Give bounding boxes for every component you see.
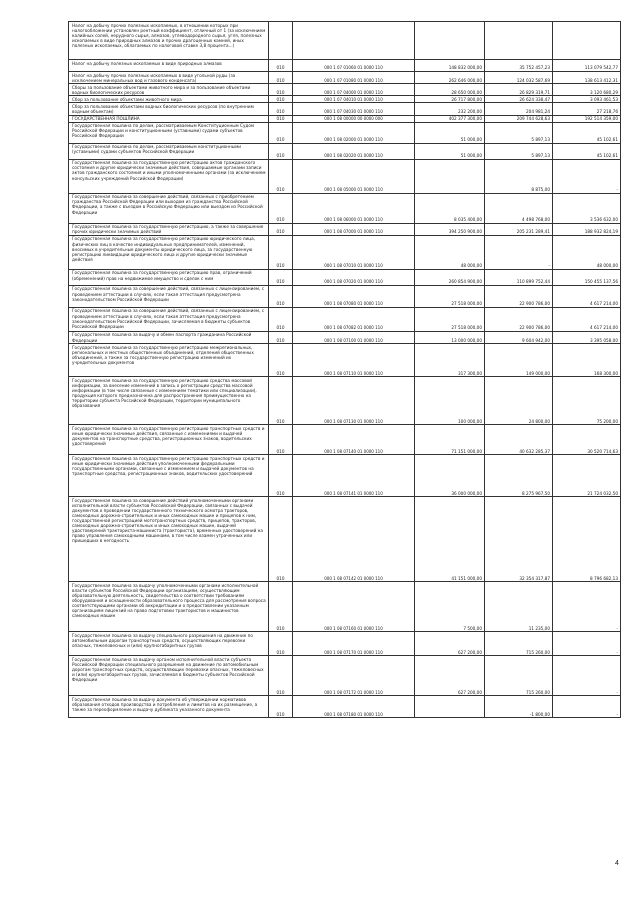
row-plan-value: 27 518 000,00	[415, 285, 485, 307]
row-name: ГОСУДАРСТВЕННАЯ ПОШЛИНА	[69, 115, 269, 122]
row-plan-value: 41 151 000,00	[415, 497, 485, 582]
row-plan-value: 28 650 000,00	[415, 84, 485, 96]
table-row	[69, 22, 621, 60]
row-line-code: 010	[269, 632, 293, 656]
table-row	[69, 103, 621, 115]
row-budget-code: 000 1 07 01080 01 0000 110	[293, 72, 415, 84]
row-budget-code: 000 1 07 04000 01 0000 110	[293, 84, 415, 96]
row-line-code: 010	[269, 377, 293, 425]
row-plan-value: 8 035 400,00	[415, 193, 485, 223]
row-name: Государственная пошлина за государственную регистрацию транспортных средств и иные юридически значимые действия уполномоченными федеральными государственными органами, связанные с изменением и выдачей документов на транспортные средства, регистрационных знаков, водительских удостоверений	[69, 455, 269, 497]
row-budget-code: 000 1 08 07141 01 0000 110	[293, 455, 415, 497]
row-line-code: 010	[269, 331, 293, 343]
row-fact-value: -1 800,00	[485, 696, 553, 718]
row-name: Налог на добычу прочих полезных ископаемых, в отношении которых при налогообложении установлен рентный коэффициент, отличный от 1 (за исключением калийных солей, нерудного сырья, алмазов, углеводородного сырья, угля, полезных ископаемых в виде природных алмазов и прочих драгоценных камней, иных полезных ископаемых, облагаемых по налоговой ставке 3,8 процента...)	[69, 22, 269, 60]
row-budget-code: 000 1 08 05000 01 0000 110	[293, 159, 415, 193]
row-budget-code: 000 1 08 07142 01 0000 110	[293, 497, 415, 582]
row-budget-code: 000 1 08 07082 01 0000 110	[293, 307, 415, 331]
row-line-code: 010	[269, 235, 293, 269]
row-remaining-value: -	[553, 632, 621, 656]
row-line-code: 010	[269, 60, 293, 72]
row-line-code: 010	[269, 84, 293, 96]
row-fact-value: 22 900 786,00	[485, 285, 553, 307]
row-name: Государственная пошлина за выдачу уполномоченными органами исполнительной власти субъектов Российской Федерации организациям, осуществляющим образовательную деятельность, свидетельства о соответствии требованиям оборудования и оснащенности образовательного процесса для рассмотрения вопроса соответствующими органами об аккредитации и о предоставлении указанным организациям лицензий на право подготовки трактористов и машинистов самоходных машин	[69, 582, 269, 632]
row-budget-code: 000 1 08 07110 01 0000 110	[293, 344, 415, 377]
table-row	[69, 143, 621, 159]
row-remaining-value: -	[553, 656, 621, 696]
row-plan-value: 627 200,00	[415, 632, 485, 656]
page-number: 4	[615, 860, 619, 867]
row-name: Государственная пошлина за выдачу и обмен паспорта гражданина Российской Федерации	[69, 331, 269, 343]
row-remaining-value: 192 514 359,00	[553, 115, 621, 122]
row-line-code: 010	[269, 193, 293, 223]
row-line-code: 010	[269, 103, 293, 115]
row-line-code: 010	[269, 344, 293, 377]
row-remaining-value: 188 932 824,19	[553, 223, 621, 235]
row-plan-value: 51 000,00	[415, 122, 485, 143]
row-plan-value	[415, 159, 485, 193]
row-fact-value: 715 260,00	[485, 632, 553, 656]
row-fact-value: 715 260,00	[485, 656, 553, 696]
row-name: Государственная пошлина за совершение действий, связанных с лицензированием, с проведением аттестации в случаях, если такая аттестация предусмотрена законодательством Российской Федерации, зачисляемая в бюджеты субъектов Российской Федерации	[69, 307, 269, 331]
row-name: Сбор за пользование объектами водных биологических ресурсов (по внутренним водным объектам)	[69, 103, 269, 115]
row-fact-value: 5 897,13	[485, 122, 553, 143]
row-remaining-value: 48 000,00	[553, 235, 621, 269]
row-budget-code: 000 1 08 07140 01 0000 110	[293, 425, 415, 455]
row-fact-value: 124 032 587,69	[485, 72, 553, 84]
row-budget-code: 000 1 07 01060 01 0000 110	[293, 60, 415, 72]
row-remaining-value: 3 093 461,53	[553, 96, 621, 103]
row-plan-value	[415, 696, 485, 718]
table-row	[69, 497, 621, 582]
row-budget-code: 000 1 08 06000 01 0000 110	[293, 193, 415, 223]
row-fact-value: 5 897,13	[485, 143, 553, 159]
row-plan-value: 36 000 000,00	[415, 455, 485, 497]
row-plan-value: 232 200,00	[415, 103, 485, 115]
row-budget-code: 000 1 08 07130 01 0000 110	[293, 377, 415, 425]
row-budget-code: 000 1 08 07172 01 0000 110	[293, 656, 415, 696]
row-budget-code: 000 1 08 07170 01 0000 110	[293, 632, 415, 656]
row-remaining-value: -	[553, 159, 621, 193]
row-remaining-value: 21 724 032,50	[553, 455, 621, 497]
row-name: Государственная пошлина за выдачу документа об утверждении нормативов образования отходов производства и потребления и лимитов на их размещение, а также за переоформление и выдачу дубликата указанного документа	[69, 696, 269, 718]
row-name: Сбор за пользование объектами животного мира	[69, 96, 269, 103]
row-plan-value: 260 854 900,00	[415, 269, 485, 285]
row-line-code: 010	[269, 455, 293, 497]
row-name: Государственная пошлина за государственную регистрацию транспортных средств и иные юридически значимые действия, связанные с изменениями и выдачей документов на транспортные средства, регистрационных знаков, водительских удостоверений	[69, 425, 269, 455]
row-line-code: 010	[269, 269, 293, 285]
row-budget-code: 000 1 08 07180 01 0000 110	[293, 696, 415, 718]
row-name: Государственная пошлина за государственную регистрацию, а также за совершение прочих юридически значимых действий	[69, 223, 269, 235]
row-fact-value: 8 875,00	[485, 159, 553, 193]
table-row	[69, 159, 621, 193]
row-line-code	[269, 22, 293, 60]
row-name: Государственная пошлина за государственную регистрацию межрегиональных, региональных и местных общественных объединений, отделений общественных объединений, а также за государственную регистрацию изменений их учредительных документов	[69, 344, 269, 377]
row-fact-value: 4 498 768,00	[485, 193, 553, 223]
row-remaining-value: 8 796 682,13	[553, 497, 621, 582]
row-name: Государственная пошлина за выдачу специального разрешения на движение по автомобильным дорогам транспортных средств, осуществляющих перевозки опасных, тяжеловесных и (или) крупногабаритных грузов	[69, 632, 269, 656]
row-remaining-value: 27 218,76	[553, 103, 621, 115]
row-plan-value: 26 717 800,00	[415, 96, 485, 103]
row-remaining-value: 168 300,00	[553, 344, 621, 377]
row-plan-value: 317 300,00	[415, 344, 485, 377]
row-line-code: 010	[269, 696, 293, 718]
row-fact-value: 24 800,00	[485, 377, 553, 425]
row-plan-value: 262 646 000,00	[415, 72, 485, 84]
row-name: Государственная пошлина за государственную регистрацию актов гражданского состояния и другие юридически значимые действия, совершаемые органами записи актов гражданского состояния и иными уполномоченными органами (за исключением консульских учреждений Российской Федерации)	[69, 159, 269, 193]
row-name: Государственная пошлина за совершение действий уполномоченными органами исполнительной власти субъектов Российской Федерации, связанных с выдачей документов о проведении государственного технического осмотра тракторов, самоходных дорожно-строительных и иных самоходных машин и прицепов к ним, государственной регистрацией мототранспортных средств, прицепов, тракторов, самоходных дорожно-строительных и иных самоходных машин, выдачей удостоверений тракториста-машиниста (тракториста), временных удостоверений на право управления самоходными машинами, в том числе взамен утраченных или пришедших в негодность	[69, 497, 269, 582]
row-budget-code: 000 1 08 07160 01 0000 110	[293, 582, 415, 632]
row-name: Государственная пошлина за государственную регистрацию прав, ограничений (обременений) прав на недвижимое имущество и сделок с ним	[69, 269, 269, 285]
row-fact-value: 205 231 289,41	[485, 223, 553, 235]
row-remaining-value	[553, 22, 621, 60]
row-remaining-value: 4 617 214,00	[553, 307, 621, 331]
row-plan-value: 100 000,00	[415, 377, 485, 425]
table-row	[69, 656, 621, 696]
table-row	[69, 60, 621, 72]
row-line-code: 010	[269, 143, 293, 159]
row-remaining-value: 150 455 137,56	[553, 269, 621, 285]
row-budget-code: 000 1 08 00000 00 0000 000	[293, 115, 415, 122]
table-row	[69, 285, 621, 307]
row-name: Государственная пошлина за совершение действий, связанных с лицензированием, с проведением аттестации в случаях, если такая аттестация предусмотрена законодательством Российской Федерации	[69, 285, 269, 307]
row-budget-code	[293, 22, 415, 60]
row-fact-value: 149 000,00	[485, 344, 553, 377]
row-line-code: 010	[269, 115, 293, 122]
table-row	[69, 331, 621, 343]
row-plan-value: 394 250 900,00	[415, 223, 485, 235]
row-line-code: 010	[269, 656, 293, 696]
table-row	[69, 115, 621, 122]
row-line-code: 010	[269, 159, 293, 193]
table-row	[69, 425, 621, 455]
row-remaining-value: 3 536 632,00	[553, 193, 621, 223]
row-plan-value: 48 000,00	[415, 235, 485, 269]
table-row	[69, 235, 621, 269]
table-row	[69, 632, 621, 656]
table-row	[69, 307, 621, 331]
row-fact-value: 32 354 317,87	[485, 497, 553, 582]
row-budget-code: 000 1 08 07100 01 0000 110	[293, 331, 415, 343]
table-row	[69, 223, 621, 235]
row-plan-value: 27 518 000,00	[415, 307, 485, 331]
table-row	[69, 582, 621, 632]
table-row	[69, 122, 621, 143]
row-fact-value: 8 275 967,50	[485, 455, 553, 497]
row-budget-code: 000 1 07 04030 01 0000 110	[293, 103, 415, 115]
row-remaining-value: 3 120 680,29	[553, 84, 621, 96]
budget-table-body	[69, 22, 621, 718]
row-remaining-value: 45 102,61	[553, 143, 621, 159]
row-line-code: 010	[269, 122, 293, 143]
row-plan-value: 51 000,00	[415, 143, 485, 159]
row-remaining-value: 45 102,61	[553, 122, 621, 143]
row-line-code: 010	[269, 96, 293, 103]
row-budget-code: 000 1 07 04010 01 0000 110	[293, 96, 415, 103]
row-remaining-value: 3 395 058,00	[553, 331, 621, 343]
row-line-code: 010	[269, 285, 293, 307]
row-plan-value: 148 832 000,00	[415, 60, 485, 72]
row-remaining-value: 4 617 214,00	[553, 285, 621, 307]
table-row	[69, 269, 621, 285]
table-row	[69, 455, 621, 497]
row-plan-value: 7 500,00	[415, 582, 485, 632]
row-name: Сборы за пользование объектами животного мира и за пользование объектами водных биологических ресурсов	[69, 84, 269, 96]
row-fact-value	[485, 22, 553, 60]
row-remaining-value: 30 520 714,63	[553, 425, 621, 455]
table-row	[69, 344, 621, 377]
row-fact-value: 204 981,24	[485, 103, 553, 115]
table-row	[69, 377, 621, 425]
row-name: Налог на добычу прочих полезных ископаемых в виде угольной руды (за исключением минеральных вод и газового конденсата)	[69, 72, 269, 84]
row-plan-value: 627 200,00	[415, 656, 485, 696]
budget-table	[68, 21, 621, 718]
row-line-code: 010	[269, 582, 293, 632]
row-line-code: 010	[269, 425, 293, 455]
row-plan-value: 71 151 000,00	[415, 425, 485, 455]
row-budget-code: 000 1 08 07000 01 0000 110	[293, 223, 415, 235]
row-remaining-value: 138 613 412,31	[553, 72, 621, 84]
row-fact-value: 9 604 942,00	[485, 331, 553, 343]
row-name: Государственная пошлина по делам, рассматриваемым Конституционным Судом Российской Федерации и конституционными (уставными) судами субъектов Российской Федерации	[69, 122, 269, 143]
table-row	[69, 696, 621, 718]
row-fact-value: 35 752 457,23	[485, 60, 553, 72]
row-name: Государственная пошлина за государственную регистрацию средства массовой информации, за внесение изменений в запись о регистрации средства массовой информации (в том числе связанные с изменением тематики или специализации), продукция которого предназначена для распространения преимущественно на территории субъекта Российской Федерации, территории муниципального образования	[69, 377, 269, 425]
row-budget-code: 000 1 08 07080 01 0000 110	[293, 285, 415, 307]
row-name: Налог на добычу полезных ископаемых в виде природных алмазов	[69, 60, 269, 72]
table-row	[69, 193, 621, 223]
row-remaining-value: -	[553, 582, 621, 632]
table-row	[69, 72, 621, 84]
row-plan-value	[415, 22, 485, 60]
row-plan-value: 402 377 300,00	[415, 115, 485, 122]
row-line-code: 010	[269, 223, 293, 235]
row-name: Государственная пошлина за государственную регистрацию юридического лица, физических лиц в качестве индивидуальных предпринимателей, изменений, вносимых в учредительные документы юридического лица, за государственную регистрацию ликвидации юридического лица и другие юридически значимые действия	[69, 235, 269, 269]
row-fact-value: 26 829 319,71	[485, 84, 553, 96]
row-remaining-value: 75 200,00	[553, 377, 621, 425]
row-budget-code: 000 1 08 02020 01 0000 110	[293, 143, 415, 159]
row-name: Государственная пошлина за выдачу органом исполнительной власти субъекта Российской Федерации специального разрешения на движение по автомобильным дорогам транспортных средств, осуществляющих перевозки опасных, тяжеловесных и (или) крупногабаритных грузов, зачисляемая в бюджеты субъектов Российской Федерации	[69, 656, 269, 696]
row-name: Государственная пошлина по делам, рассматриваемым конституционными (уставными) судами субъектов Российской Федерации	[69, 143, 269, 159]
row-budget-code: 000 1 08 02000 01 0000 110	[293, 122, 415, 143]
row-fact-value: 110 899 752,44	[485, 269, 553, 285]
row-fact-value: 209 744 628,63	[485, 115, 553, 122]
row-line-code: 010	[269, 497, 293, 582]
row-fact-value: 40 632 285,37	[485, 425, 553, 455]
row-line-code: 010	[269, 307, 293, 331]
row-budget-code: 000 1 08 07010 01 0000 110	[293, 235, 415, 269]
row-budget-code: 000 1 08 07020 01 0000 110	[293, 269, 415, 285]
row-plan-value: 13 000 000,00	[415, 331, 485, 343]
row-fact-value: 26 624 338,47	[485, 96, 553, 103]
row-fact-value: -	[485, 235, 553, 269]
row-remaining-value: -	[553, 696, 621, 718]
row-fact-value: 11 235,00	[485, 582, 553, 632]
row-name: Государственная пошлина за совершение действий, связанных с приобретением гражданства Российской Федерации или выходом из гражданства Российской Федерации, а также с въездом в Российскую Федерацию или выездом из Российской Федерации	[69, 193, 269, 223]
row-line-code: 010	[269, 72, 293, 84]
table-row	[69, 84, 621, 96]
row-fact-value: 22 900 786,00	[485, 307, 553, 331]
row-remaining-value: 113 079 542,77	[553, 60, 621, 72]
table-row	[69, 96, 621, 103]
